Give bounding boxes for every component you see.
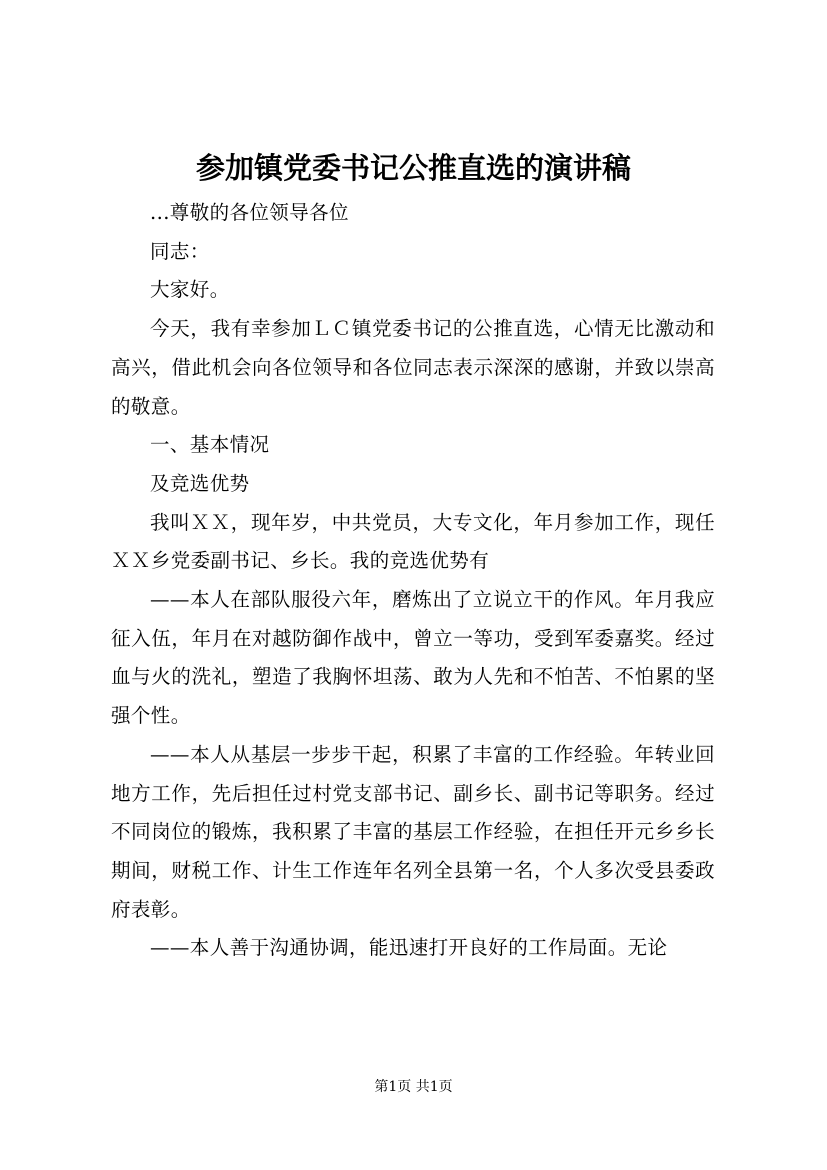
document-body — [111, 194, 715, 968]
paragraph-communication: ——本人善于沟通协调，能迅速打开良好的工作局面。无论 — [150, 936, 668, 960]
document-title: 参加镇党委书记公推直选的演讲稿 — [195, 151, 631, 185]
paragraph-self-introduction: 我叫ＸＸ，现年岁，中共党员，大专文化，年月参加工作，现任ＸＸ乡党委副书记、乡长。我的竞选优势有 — [111, 510, 715, 573]
page-footer: 第1页 共1页 — [374, 1079, 453, 1095]
section-heading-basic-info: 一、基本情况 — [150, 433, 270, 457]
paragraph-comrades: 同志： — [150, 239, 210, 263]
paragraph-military-service: ——本人在部队服役六年，磨炼出了立说立干的作风。年月我应征入伍，年月在对越防御作战中，曾立一等功，受到军委嘉奖。经过血与火的洗礼，塑造了我胸怀坦荡、敢为人先和不怕苦、不怕累的坚强个性。 — [111, 588, 715, 728]
paragraph-grassroots-experience: ——本人从基层一步步干起，积累了丰富的工作经验。年转业回地方工作，先后担任过村党支部书记、副乡长、副书记等职务。经过不同岗位的锻炼，我积累了丰富的基层工作经验，在担任开元乡乡长期间，财税工作、计生工作连年名列全县第一名，个人多次受县委政府表彰。 — [111, 742, 715, 921]
paragraph-hello: 大家好。 — [150, 278, 230, 302]
paragraph-intro: 今天，我有幸参加ＬＣ镇党委书记的公推直选，心情无比激动和高兴，借此机会向各位领导和各位同志表示深深的感谢，并致以崇高的敬意。 — [111, 317, 715, 418]
paragraph-greeting-line: ...尊敬的各位领导各位 — [150, 201, 349, 224]
section-heading-advantages: 及竞选优势 — [150, 471, 250, 495]
